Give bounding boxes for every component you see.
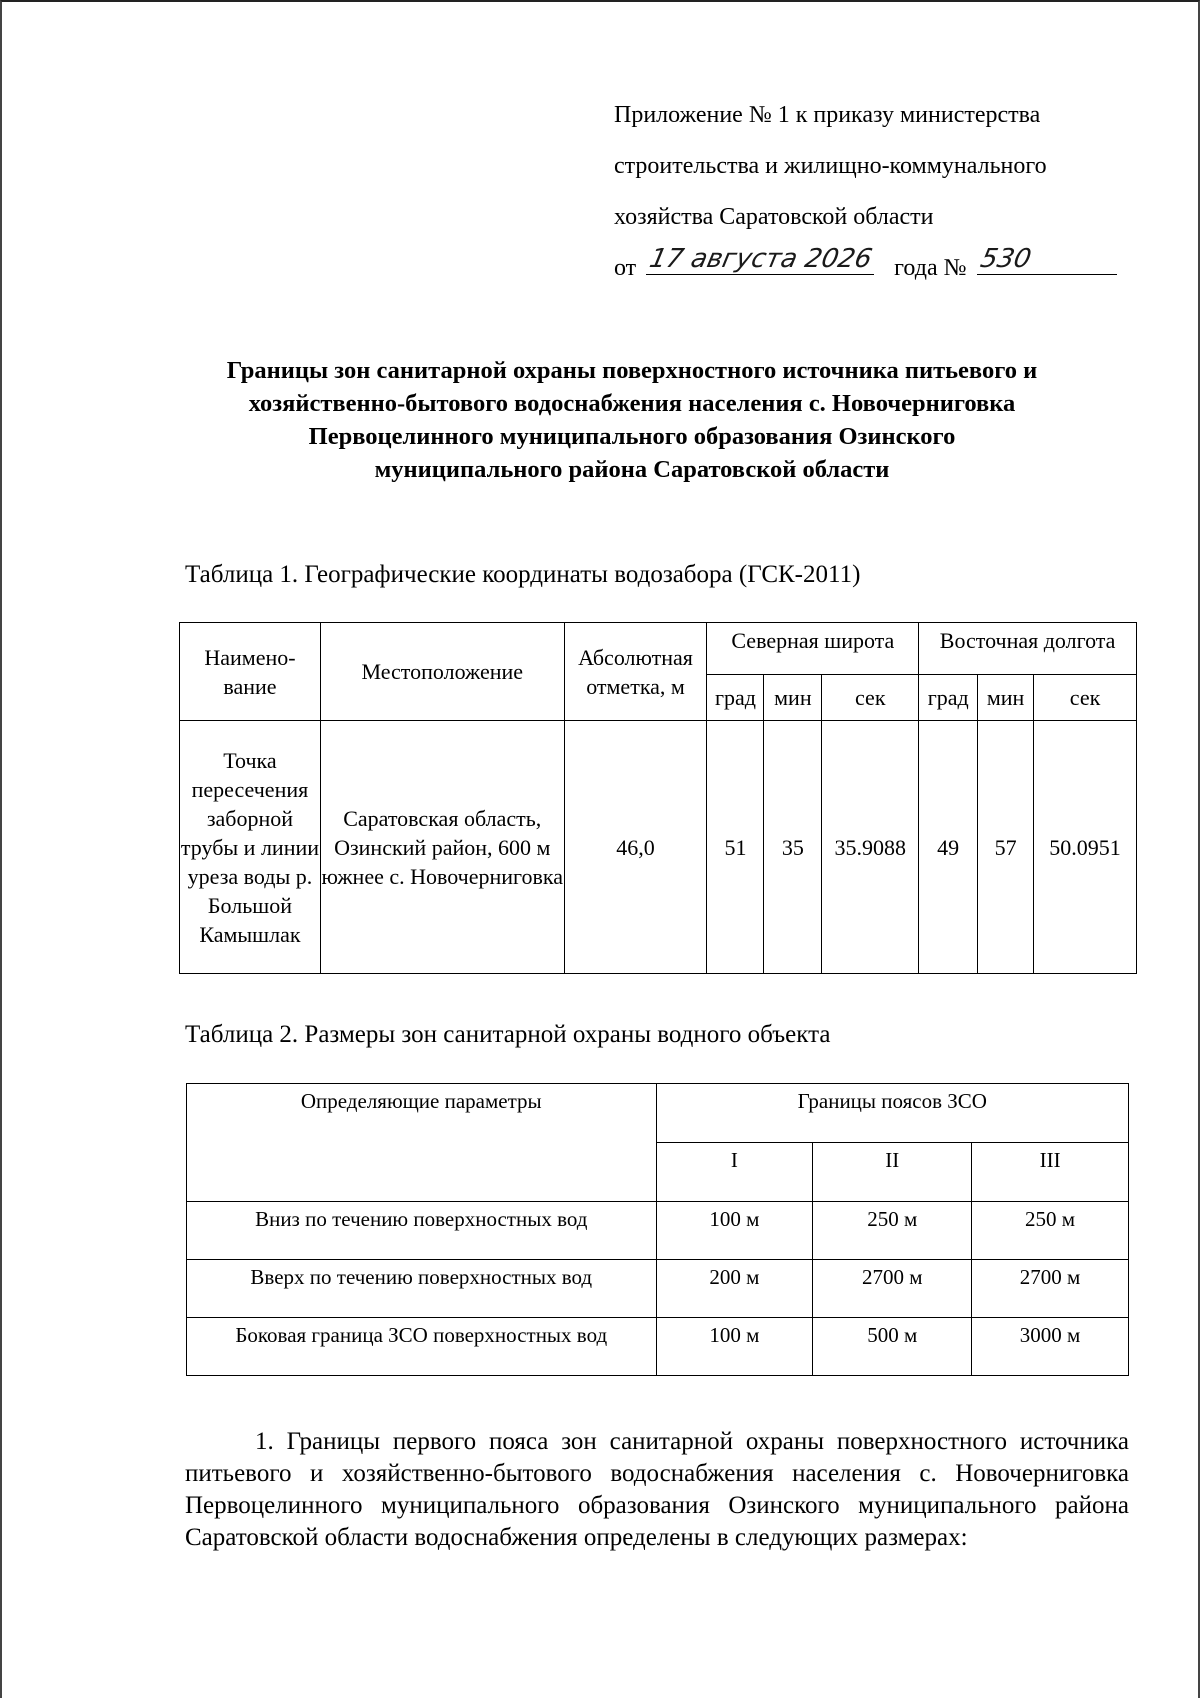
cell-name: Точка пересечения заборной трубы и линии уреза воды р. Большой Камышлак	[180, 721, 321, 974]
header-zones: Границы поясов ЗСО	[656, 1084, 1128, 1143]
cell-param: Вверх по течению поверхностных вод	[187, 1260, 657, 1318]
cell-param: Вниз по течению поверхностных вод	[187, 1202, 657, 1260]
cell-lat-min: 35	[764, 721, 822, 974]
header-lon-deg: град	[919, 675, 978, 721]
table-row	[187, 1318, 1129, 1376]
header-north-latitude: Северная широта	[707, 623, 919, 675]
cell-zone-2: 250 м	[813, 1202, 972, 1260]
document-title	[152, 354, 1112, 486]
cell-zone-1: 200 м	[656, 1260, 813, 1318]
table-row	[180, 721, 1137, 974]
from-label: от	[614, 255, 637, 281]
header-location: Местоположение	[320, 623, 564, 721]
header-lat-deg: град	[707, 675, 764, 721]
table2-caption: Таблица 2. Размеры зон санитарной охраны водного объекта	[185, 1021, 831, 1048]
cell-zone-3: 250 м	[972, 1202, 1129, 1260]
header-elevation: Абсолютная отметка, м	[564, 623, 707, 721]
cell-zone-2: 500 м	[813, 1318, 972, 1376]
header-lat-sec: сек	[822, 675, 919, 721]
cell-zone-3: 2700 м	[972, 1260, 1129, 1318]
header-lat-min: мин	[764, 675, 822, 721]
appendix-line-2: строительства и жилищно-коммунального	[614, 153, 1047, 179]
cell-lat-sec: 35.9088	[822, 721, 919, 974]
title-line-1: Границы зон санитарной охраны поверхностного источника питьевого и	[226, 357, 1038, 384]
appendix-header	[614, 90, 1134, 294]
year-number-label: года №	[894, 255, 967, 281]
header-params: Определяющие параметры	[187, 1084, 657, 1202]
order-date-number-line	[614, 243, 1134, 294]
header-lon-sec: сек	[1034, 675, 1137, 721]
header-east-longitude: Восточная долгота	[919, 623, 1137, 675]
header-zone-2: II	[813, 1143, 972, 1202]
header-lon-min: мин	[978, 675, 1034, 721]
appendix-line-3: хозяйства Саратовской области	[614, 204, 934, 230]
appendix-line-1: Приложение № 1 к приказу министерства	[614, 102, 1041, 128]
cell-param: Боковая граница ЗСО поверхностных вод	[187, 1318, 657, 1376]
cell-location: Саратовская область, Озинский район, 600 м южнее с. Новочерниговка	[320, 721, 564, 974]
number-blank	[977, 244, 1117, 275]
cell-lon-sec: 50.0951	[1034, 721, 1137, 974]
table-row	[187, 1260, 1129, 1318]
body-paragraph	[185, 1426, 1129, 1554]
header-name: Наимено-вание	[180, 623, 321, 721]
cell-zone-1: 100 м	[656, 1318, 813, 1376]
header-zone-1: I	[656, 1143, 813, 1202]
cell-zone-2: 2700 м	[813, 1260, 972, 1318]
table-row	[187, 1202, 1129, 1260]
cell-lon-min: 57	[978, 721, 1034, 974]
table1-caption: Таблица 1. Географические координаты водозабора (ГСК-2011)	[185, 561, 861, 588]
handwritten-number: 530	[977, 244, 1034, 274]
zones-table	[186, 1083, 1129, 1376]
title-line-4: муниципального района Саратовской области	[374, 456, 890, 483]
handwritten-date: 17 августа 2026	[646, 244, 875, 274]
header-zone-3: III	[972, 1143, 1129, 1202]
cell-zone-3: 3000 м	[972, 1318, 1129, 1376]
cell-elevation: 46,0	[564, 721, 707, 974]
paragraph-1: 1. Границы первого пояса зон санитарной охраны поверхностного источника питьевого и хозяйственно-бытового водоснабжения населения с. Новочерниговка Первоцелинного муниципального образования Озинского муниципального района Саратовской области водоснабжения определены в следующих размерах:	[185, 1428, 1129, 1551]
title-line-2: хозяйственно-бытового водоснабжения населения с. Новочерниговка	[248, 390, 1016, 417]
title-line-3: Первоцелинного муниципального образования Озинского	[308, 423, 956, 450]
cell-zone-1: 100 м	[656, 1202, 813, 1260]
coordinates-table	[179, 622, 1137, 974]
cell-lon-deg: 49	[919, 721, 978, 974]
date-blank	[646, 244, 874, 275]
cell-lat-deg: 51	[707, 721, 764, 974]
